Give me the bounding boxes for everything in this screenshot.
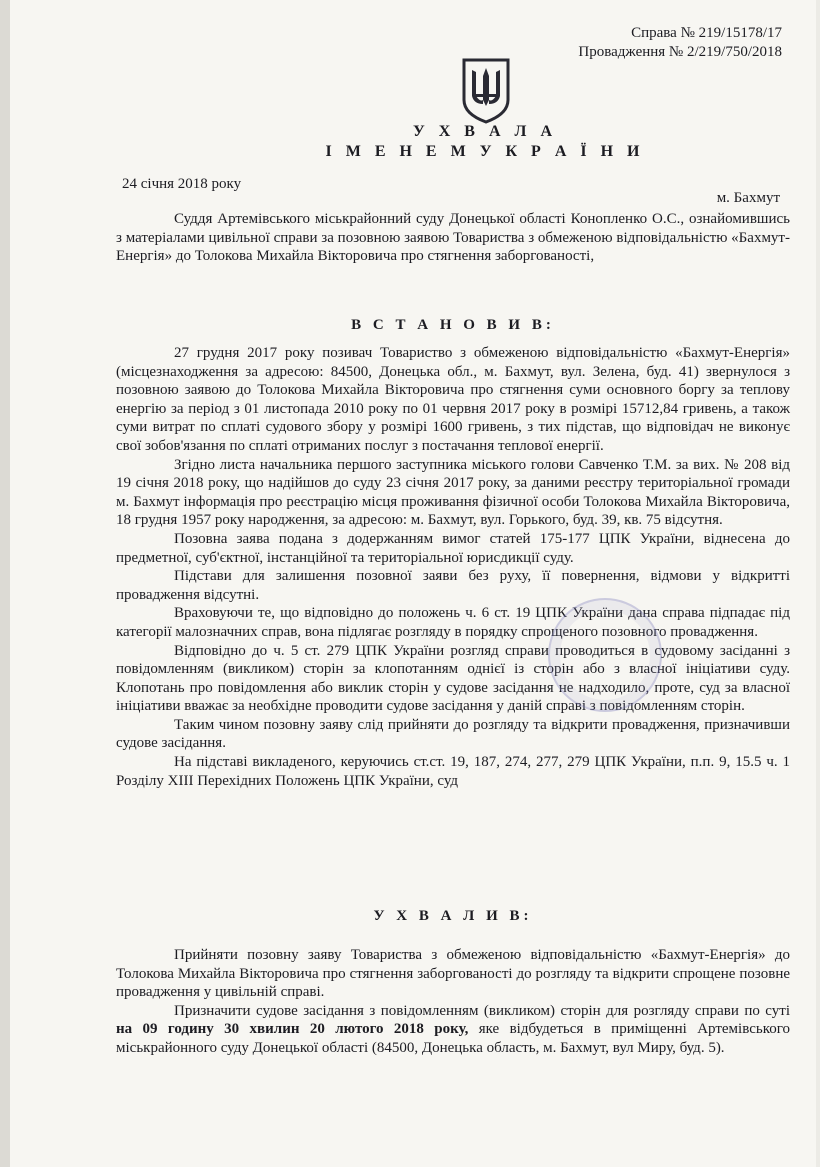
page-edge xyxy=(0,0,10,1167)
proceeding-number: Провадження № 2/219/750/2018 xyxy=(578,44,782,60)
document-subtitle: І М Е Н Е М У К Р А Ї Н И xyxy=(325,143,645,160)
document-title-block xyxy=(0,121,820,162)
document-city: м. Бахмут xyxy=(716,190,780,206)
document-title: У Х В А Л А xyxy=(413,123,557,140)
section-ruled-heading: У Х В А Л И В: xyxy=(373,908,533,924)
court-stamp xyxy=(548,598,662,712)
established-paragraph-1: 27 грудня 2017 року позивач Товариство з обмеженою відповідальністю «Бахмут-Енергія» (місцезнаходження за адресою: 84500, Донецька обл., м. Бахмут, вул. Зелена, буд. 41) звернулося з позовною заявою до Толокова Михайла Вікторовича про стягнення суми основного боргу за теплову енергію за період з 01 листопада 2010 року по 01 червня 2017 року в розмірі 15712,84 гривень, а також суми витрат по сплаті судового збору у розмірі 1600 гривень, з тих підстав, що відповідач не виконує свої зобов'язання по сплаті отриманих послуг з постачання теплової енергії. xyxy=(116,345,790,454)
page-edge-right xyxy=(816,0,820,1167)
ruled-p2-text: Призначити судове засідання з повідомленням (викликом) сторін для розгляду справи по суті xyxy=(174,1002,790,1019)
established-paragraph-4: Підстави для залишення позовної заяви без руху, її повернення, відмови у відкритті провадження відсутні. xyxy=(116,568,790,603)
ruled-p2-rest: яке відбудеться в приміщенні Артемівського міськрайонного суду Донецької області (84500, Донецька область, м. Бахмут, вул Миру, буд. 5). xyxy=(116,1021,790,1056)
hearing-datetime: на 09 годину 30 хвилин 20 лютого 2018 року, xyxy=(116,1021,469,1038)
established-block xyxy=(116,344,790,790)
case-number: Справа № 219/15178/17 xyxy=(631,25,782,41)
section-established-heading: В С Т А Н О В И В: xyxy=(351,317,555,333)
established-paragraph-2: Згідно листа начальника першого заступника міського голови Савченко Т.М. за вих. № 208 від 19 січня 2018 року, що надійшов до суду 23 січня 2017 року, за даними реєстру територіальної громади м. Бахмут інформація про реєстрацію місця проживання фізичної особи Толокова Михайла Вікторовича, 18 грудня 1957 року народження, за адресою: м. Бахмут, вул. Горького, буд. 39, кв. 75 відсутня. xyxy=(116,456,790,529)
ruled-paragraph-2 xyxy=(116,1002,790,1058)
established-paragraph-5: Враховуючи те, що відповідно до положень ч. 6 ст. 19 ЦПК України дана справа підпадає під категорії малозначних справ, вона підлягає розгляду в порядку спрощеного позовного провадження. xyxy=(116,605,790,640)
trident-emblem-icon xyxy=(458,56,514,124)
established-paragraph-8: На підставі викладеного, керуючись ст.ст. 19, 187, 274, 277, 279 ЦПК України, п.п. 9, 15.5 ч. 1 Розділу XIII Перехідних Положень ЦПК України, суд xyxy=(116,754,790,789)
intro-block xyxy=(116,210,790,266)
established-paragraph-6: Відповідно до ч. 5 ст. 279 ЦПК України розгляд справи проводиться в судовому засіданні з повідомленням (викликом) сторін за клопотанням однієї із сторін або з власної ініціативи суду. Клопотань про повідомлення або виклик сторін у судове засідання не надходило, проте, суд за власної ініціативи вважає за необхідне проводити судове засідання у даній справі з повідомленням сторін. xyxy=(116,642,790,715)
intro-paragraph: Суддя Артемівського міськрайонний суду Донецької області Конопленко О.С., ознайомившись з матеріалами цивільної справи за позовною заявою Товариства з обмеженою відповідальністю «Бахмут-Енергія» до Толокова Михайла Вікторовича про стягнення заборгованості, xyxy=(116,211,790,265)
established-paragraph-7: Таким чином позовну заяву слід прийняти до розгляду та відкрити провадження, призначивши судове засідання. xyxy=(116,716,790,752)
established-paragraph-3: Позовна заява подана з додержанням вимог статей 175-177 ЦПК України, віднесена до предметної, суб'єктної, інстанційної та територіальної юрисдикції суду. xyxy=(116,530,790,566)
ruled-paragraph-1: Прийняти позовну заяву Товариства з обмеженою відповідальністю «Бахмут-Енергія» до Толокова Михайла Вікторовича про стягнення заборгованості до розгляду та відкрити спрощене позовне провадження у цивільній справі. xyxy=(116,947,790,1001)
document-date: 24 січня 2018 року xyxy=(122,176,242,192)
case-references xyxy=(578,24,782,62)
ruled-block xyxy=(116,946,790,1058)
